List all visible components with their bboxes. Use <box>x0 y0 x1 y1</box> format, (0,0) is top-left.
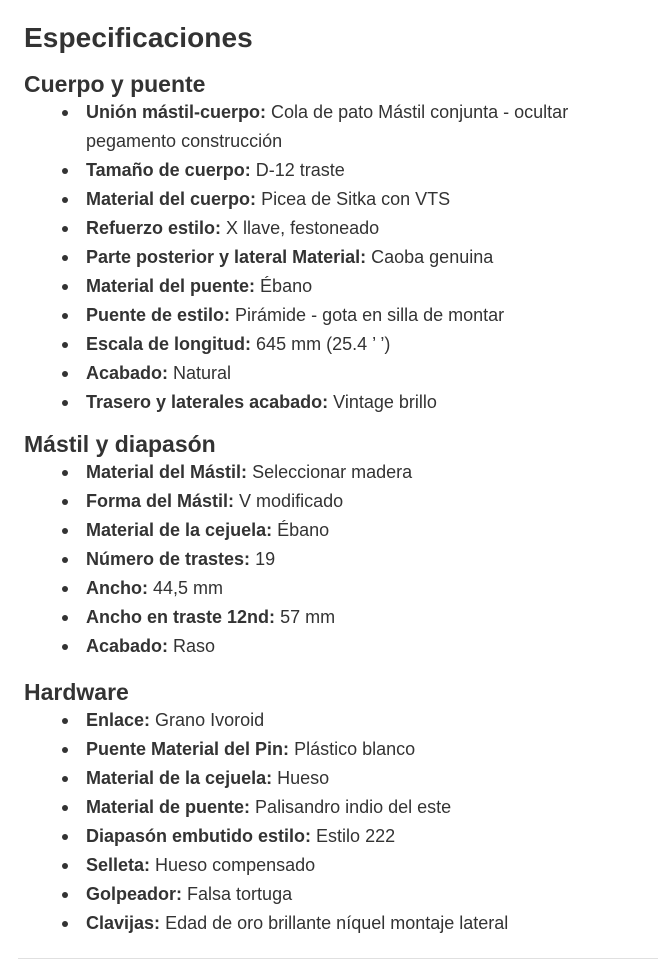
spec-item <box>62 185 654 214</box>
spec-label: Puente de estilo: <box>86 305 231 325</box>
section-heading: Cuerpo y puente <box>24 71 206 97</box>
bullet-icon <box>62 197 68 203</box>
spec-label: Selleta: <box>86 855 151 875</box>
spec-item <box>62 603 654 632</box>
bullet-icon <box>62 776 68 782</box>
spec-label: Material del puente: <box>86 276 256 296</box>
bullet-icon <box>62 557 68 563</box>
spec-label: Ancho en traste 12nd: <box>86 607 276 627</box>
spec-label: Parte posterior y lateral Material: <box>86 247 367 267</box>
bullet-icon <box>62 470 68 476</box>
spec-value: Hueso <box>277 768 330 788</box>
spec-label: Material de la cejuela: <box>86 768 273 788</box>
bullet-icon <box>62 342 68 348</box>
spec-label: Diapasón embutido estilo: <box>86 826 312 846</box>
spec-item <box>62 880 654 909</box>
bullet-icon <box>62 718 68 724</box>
section-body-bridge <box>24 70 654 417</box>
section-neck-fretboard <box>24 430 654 661</box>
spec-label: Tamaño de cuerpo: <box>86 160 251 180</box>
spec-label: Acabado: <box>86 636 169 656</box>
bullet-icon <box>62 863 68 869</box>
spec-item <box>62 301 654 330</box>
spec-value: Caoba genuina <box>371 247 494 267</box>
spec-item <box>62 156 654 185</box>
spec-label: Material del cuerpo: <box>86 189 257 209</box>
bullet-icon <box>62 110 68 116</box>
spec-list <box>24 98 654 417</box>
spec-item <box>62 822 654 851</box>
spec-value: Edad de oro brillante níquel montaje lateral <box>165 913 509 933</box>
spec-value: 645 mm (25.4 ’ ’) <box>256 334 391 354</box>
spec-item <box>62 359 654 388</box>
spec-item <box>62 388 654 417</box>
bullet-icon <box>62 499 68 505</box>
spec-label: Ancho: <box>86 578 148 598</box>
spec-label: Golpeador: <box>86 884 183 904</box>
specifications-page <box>24 18 654 938</box>
spec-item <box>62 330 654 359</box>
spec-list <box>24 706 654 938</box>
spec-value: Ébano <box>277 520 330 540</box>
spec-value: X llave, festoneado <box>226 218 380 238</box>
spec-label: Trasero y laterales acabado: <box>86 392 329 412</box>
spec-label: Material de la cejuela: <box>86 520 273 540</box>
spec-item <box>62 243 654 272</box>
spec-item <box>62 764 654 793</box>
spec-label: Unión mástil-cuerpo: <box>86 102 267 122</box>
bullet-icon <box>62 226 68 232</box>
bullet-icon <box>62 400 68 406</box>
page-title: Especificaciones <box>24 22 253 53</box>
spec-item <box>62 214 654 243</box>
bullet-icon <box>62 892 68 898</box>
spec-value: 19 <box>255 549 276 569</box>
spec-value: Vintage brillo <box>333 392 437 412</box>
bullet-icon <box>62 313 68 319</box>
bullet-icon <box>62 644 68 650</box>
spec-list <box>24 458 654 661</box>
spec-value: Cola de pato Mástil conjunta - ocultar pegamento construcción <box>86 102 569 151</box>
section-hardware <box>24 678 654 938</box>
spec-label: Material del Mástil: <box>86 462 248 482</box>
spec-label: Material de puente: <box>86 797 251 817</box>
spec-item <box>62 574 654 603</box>
spec-value: Plástico blanco <box>294 739 416 759</box>
bottom-divider <box>18 958 658 959</box>
spec-value: Raso <box>173 636 216 656</box>
spec-label: Enlace: <box>86 710 151 730</box>
bullet-icon <box>62 615 68 621</box>
spec-value: Pirámide - gota en silla de montar <box>235 305 505 325</box>
spec-item <box>62 272 654 301</box>
spec-label: Clavijas: <box>86 913 161 933</box>
spec-value: V modificado <box>239 491 344 511</box>
bullet-icon <box>62 528 68 534</box>
spec-value: Palisandro indio del este <box>255 797 452 817</box>
spec-value: Seleccionar madera <box>252 462 413 482</box>
spec-item <box>62 516 654 545</box>
spec-item <box>62 706 654 735</box>
spec-value: 44,5 mm <box>153 578 224 598</box>
spec-item <box>62 98 654 156</box>
spec-label: Puente Material del Pin: <box>86 739 290 759</box>
spec-value: Falsa tortuga <box>187 884 293 904</box>
section-heading: Hardware <box>24 679 129 705</box>
spec-value: D-12 traste <box>255 160 345 180</box>
bullet-icon <box>62 255 68 261</box>
spec-value: 57 mm <box>280 607 336 627</box>
spec-value: Ébano <box>260 276 313 296</box>
section-heading: Mástil y diapasón <box>24 431 216 457</box>
spec-value: Estilo 222 <box>316 826 396 846</box>
spec-label: Escala de longitud: <box>86 334 252 354</box>
spec-item <box>62 909 654 938</box>
spec-item <box>62 851 654 880</box>
bullet-icon <box>62 805 68 811</box>
spec-value: Grano Ivoroid <box>155 710 265 730</box>
spec-item <box>62 735 654 764</box>
spec-label: Acabado: <box>86 363 169 383</box>
spec-item <box>62 632 654 661</box>
bullet-icon <box>62 834 68 840</box>
spec-label: Refuerzo estilo: <box>86 218 222 238</box>
bullet-icon <box>62 168 68 174</box>
bullet-icon <box>62 921 68 927</box>
spec-item <box>62 487 654 516</box>
bullet-icon <box>62 371 68 377</box>
bullet-icon <box>62 586 68 592</box>
spec-value: Hueso compensado <box>155 855 316 875</box>
spec-value: Picea de Sitka con VTS <box>261 189 451 209</box>
spec-label: Forma del Mástil: <box>86 491 235 511</box>
spec-label: Número de trastes: <box>86 549 251 569</box>
spec-item <box>62 458 654 487</box>
spec-item <box>62 793 654 822</box>
spec-item <box>62 545 654 574</box>
bullet-icon <box>62 747 68 753</box>
spec-value: Natural <box>173 363 232 383</box>
bullet-icon <box>62 284 68 290</box>
